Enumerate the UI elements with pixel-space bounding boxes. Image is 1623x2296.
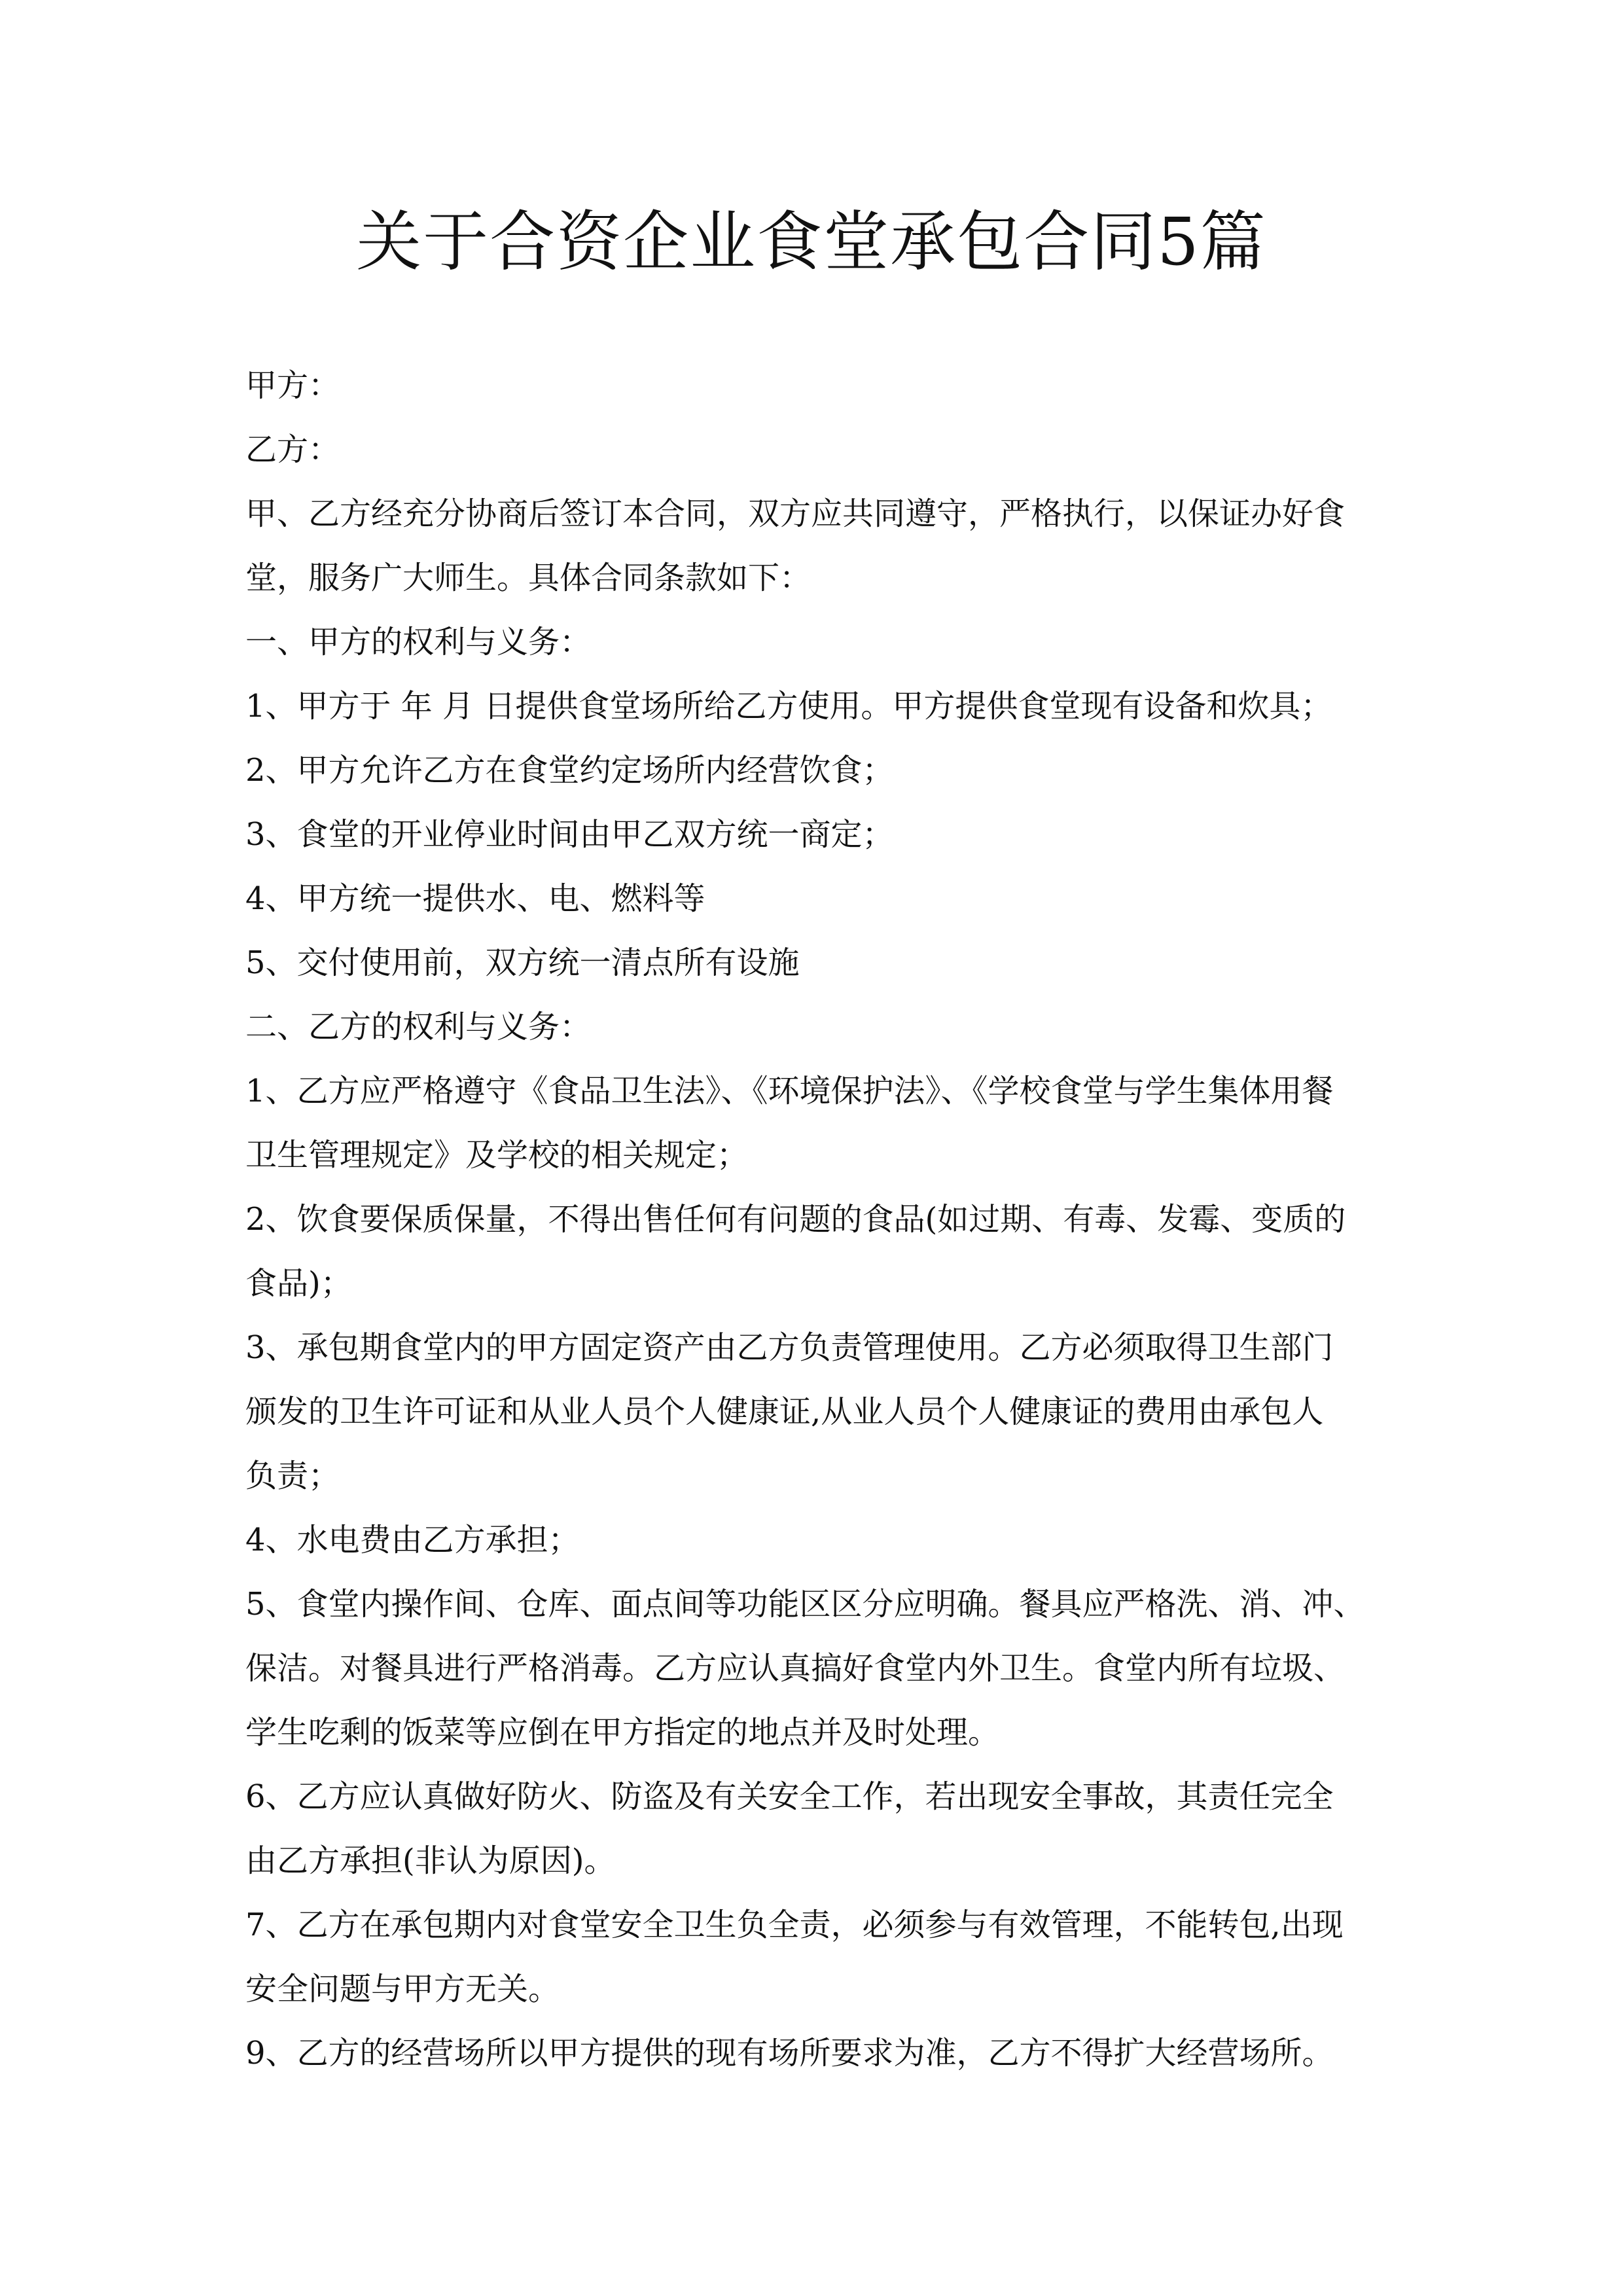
body-line-party-b: 乙方： — [245, 431, 340, 468]
clause-b-5-line-1: 5、食堂内操作间、仓库、面点间等功能区区分应明确。餐具应严格洗、消、冲、 — [245, 1586, 1365, 1623]
clause-b-5-line-3: 学生吃剩的饭菜等应倒在甲方指定的地点并及时处理。 — [245, 1714, 1000, 1751]
clause-a-2: 2、甲方允许乙方在食堂约定场所内经营饮食； — [245, 752, 894, 789]
clause-b-7-line-2: 安全问题与甲方无关。 — [245, 1971, 560, 2007]
clause-a-4: 4、甲方统一提供水、电、燃料等 — [245, 880, 705, 917]
clause-b-6-line-1: 6、乙方应认真做好防火、防盗及有关安全工作，若出现安全事故，其责任完全 — [245, 1778, 1334, 1815]
section-heading-party-a: 一、甲方的权利与义务： — [245, 624, 592, 660]
clause-b-2-line-1: 2、饮食要保质保量，不得出售任何有问题的食品(如过期、有毒、发霉、变质的 — [245, 1201, 1346, 1238]
clause-b-1-line-2: 卫生管理规定》及学校的相关规定； — [245, 1137, 749, 1174]
clause-a-1: 1、甲方于 年 月 日提供食堂场所给乙方使用。甲方提供食堂现有设备和炊具； — [245, 688, 1332, 725]
clause-b-6-line-2: 由乙方承担(非认为原因)。 — [245, 1842, 616, 1879]
document-title: 关于合资企业食堂承包合同5篇 — [356, 204, 1267, 280]
document-body — [245, 353, 1397, 2085]
clause-a-5: 5、交付使用前，双方统一清点所有设施 — [245, 944, 800, 981]
clause-b-5-line-2: 保洁。对餐具进行严格消毒。乙方应认真搞好食堂内外卫生。食堂内所有垃圾、 — [245, 1650, 1346, 1687]
body-line-intro-2: 堂，服务广大师生。具体合同条款如下： — [245, 560, 812, 596]
section-heading-party-b: 二、乙方的权利与义务： — [245, 1009, 592, 1045]
body-line-intro-1: 甲、乙方经充分协商后签订本合同，双方应共同遵守，严格执行，以保证办好食 — [245, 495, 1346, 532]
clause-b-3-line-3: 负责； — [245, 1458, 340, 1494]
clause-b-7-line-1: 7、乙方在承包期内对食堂安全卫生负全责，必须参与有效管理，不能转包,出现 — [245, 1907, 1344, 1943]
clause-b-3-line-1: 3、承包期食堂内的甲方固定资产由乙方负责管理使用。乙方必须取得卫生部门 — [245, 1329, 1334, 1366]
clause-b-1-line-1: 1、乙方应严格遵守《食品卫生法》、《环境保护法》、《学校食堂与学生集体用餐 — [245, 1073, 1334, 1109]
clause-a-3: 3、食堂的开业停业时间由甲乙双方统一商定； — [245, 816, 894, 853]
clause-b-9: 9、乙方的经营场所以甲方提供的现有场所要求为准，乙方不得扩大经营场所。 — [245, 2035, 1334, 2072]
clause-b-2-line-2: 食品)； — [245, 1265, 352, 1302]
clause-b-4: 4、水电费由乙方承担； — [245, 1522, 580, 1558]
clause-b-3-line-2: 颁发的卫生许可证和从业人员个人健康证,从业人员个人健康证的费用由承包人 — [245, 1393, 1324, 1430]
body-line-party-a: 甲方： — [245, 367, 340, 404]
